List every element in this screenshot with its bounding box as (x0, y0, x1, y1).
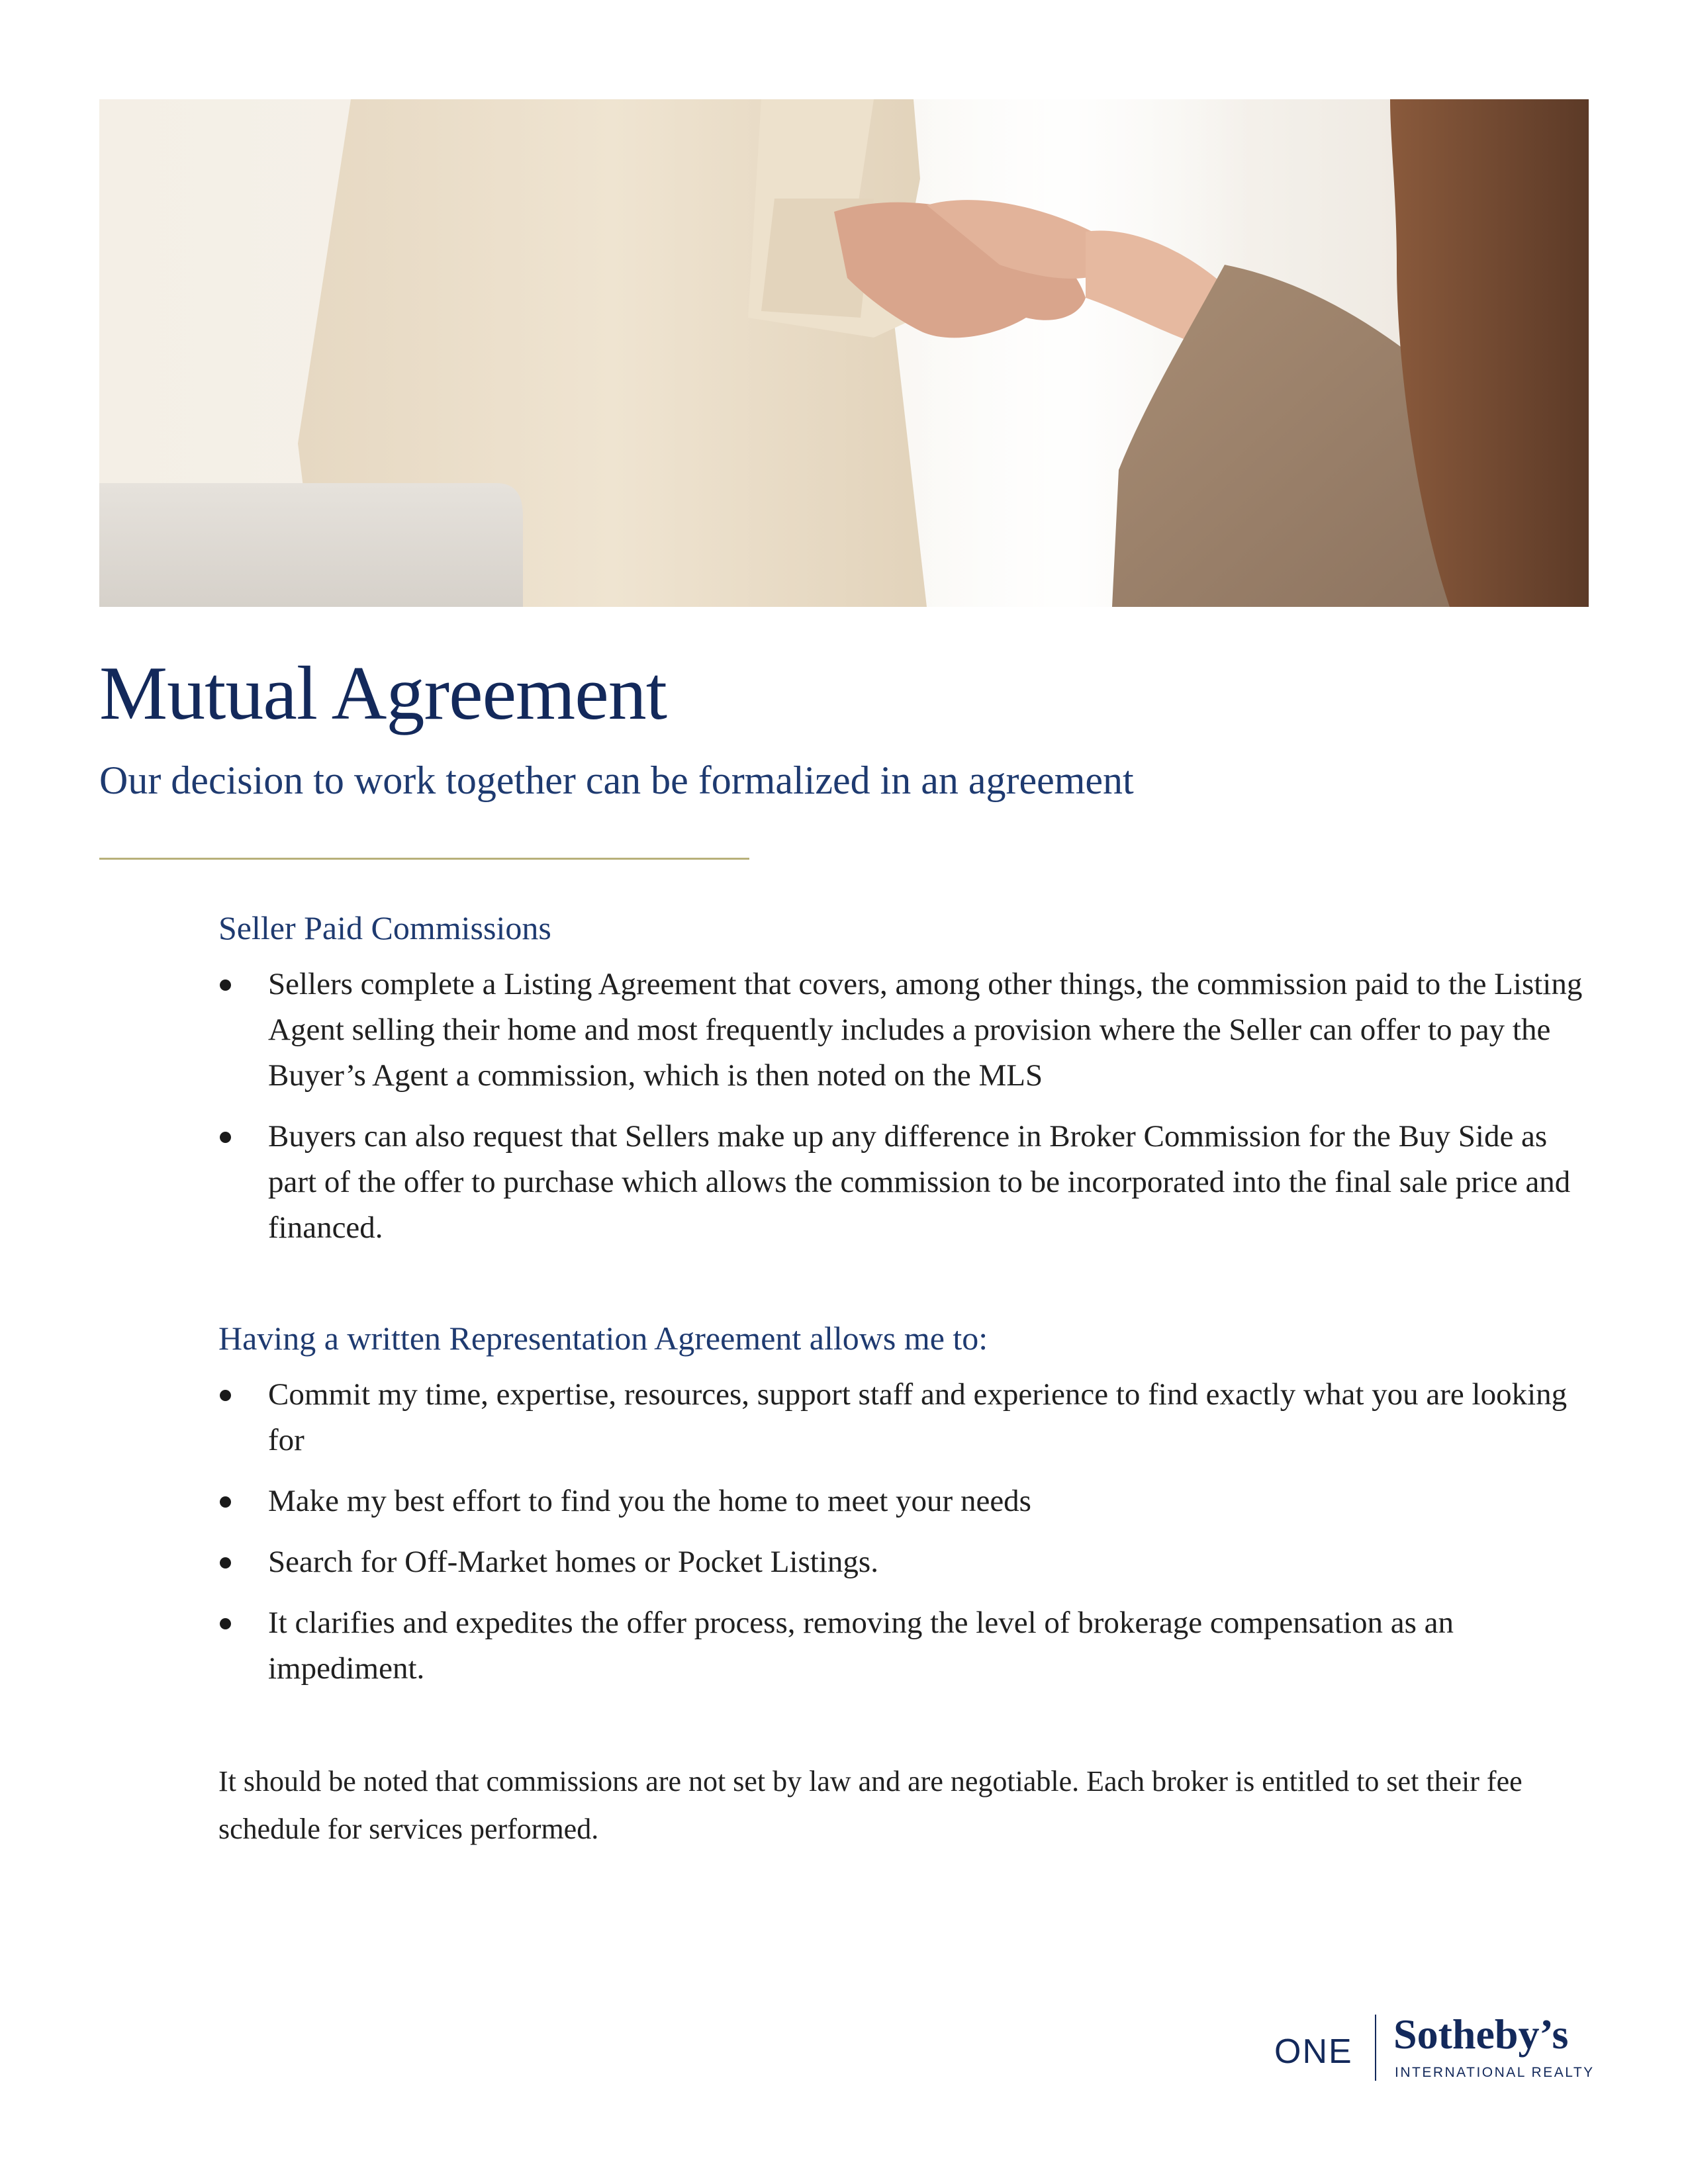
title-divider (99, 858, 749, 860)
section-heading: Seller Paid Commissions (218, 909, 551, 946)
list-item (218, 962, 1589, 1099)
main-content (218, 907, 1589, 1853)
list-item (218, 1372, 1589, 1463)
logo-prefix: ONE (1274, 2032, 1353, 2071)
bullet-list (218, 1372, 1589, 1692)
bullet-icon (220, 1390, 231, 1401)
commission-note: It should be noted that commissions are not set by law and are negotiable. Each broker is entitled to set their fee schedule for services performed. (218, 1765, 1523, 1845)
list-item-text: Buyers can also request that Sellers make up any difference in Broker Commission for the Buy Side as part of the offer to purchase which allows the commission to be incorporated into the final sale price and financed. (268, 1119, 1571, 1245)
list-item-text: It clarifies and expedites the offer process, removing the level of brokerage compensation as an impediment. (268, 1606, 1454, 1686)
bullet-list (218, 962, 1589, 1251)
list-item-text: Sellers complete a Listing Agreement that covers, among other things, the commission paid to the Listing Agent selling their home and most frequently includes a provision where the Seller can offer to pay the Buyer’s Agent a commission, which is then noted on the MLS (268, 967, 1583, 1093)
section-representation-agreement (218, 1317, 1589, 1692)
list-item (218, 1600, 1589, 1692)
section-seller-paid-commissions (218, 907, 1589, 1251)
bullet-icon (220, 1496, 231, 1508)
page-title: Mutual Agreement (99, 651, 667, 736)
list-item (218, 1479, 1589, 1524)
list-item-text: Search for Off-Market homes or Pocket Listings. (268, 1545, 878, 1579)
list-item-text: Commit my time, expertise, resources, support staff and experience to find exactly what you are looking for (268, 1377, 1568, 1457)
bullet-icon (220, 1132, 231, 1143)
hero-handshake-photo (99, 99, 1589, 607)
list-item (218, 1539, 1589, 1585)
logo-tagline: INTERNATIONAL REALTY (1395, 2065, 1595, 2080)
section-heading: Having a written Representation Agreement allows me to: (218, 1320, 988, 1357)
list-item-text: Make my best effort to find you the home to meet your needs (268, 1484, 1031, 1518)
list-item (218, 1114, 1589, 1251)
bullet-icon (220, 1618, 231, 1629)
bullet-icon (220, 1557, 231, 1569)
page-subtitle: Our decision to work together can be formalized in an agreement (99, 758, 1134, 802)
brand-logo (1274, 2011, 1595, 2091)
logo-divider (1375, 2015, 1376, 2081)
bullet-icon (220, 979, 231, 991)
logo-brand-name: Sotheby’s (1393, 2011, 1569, 2058)
